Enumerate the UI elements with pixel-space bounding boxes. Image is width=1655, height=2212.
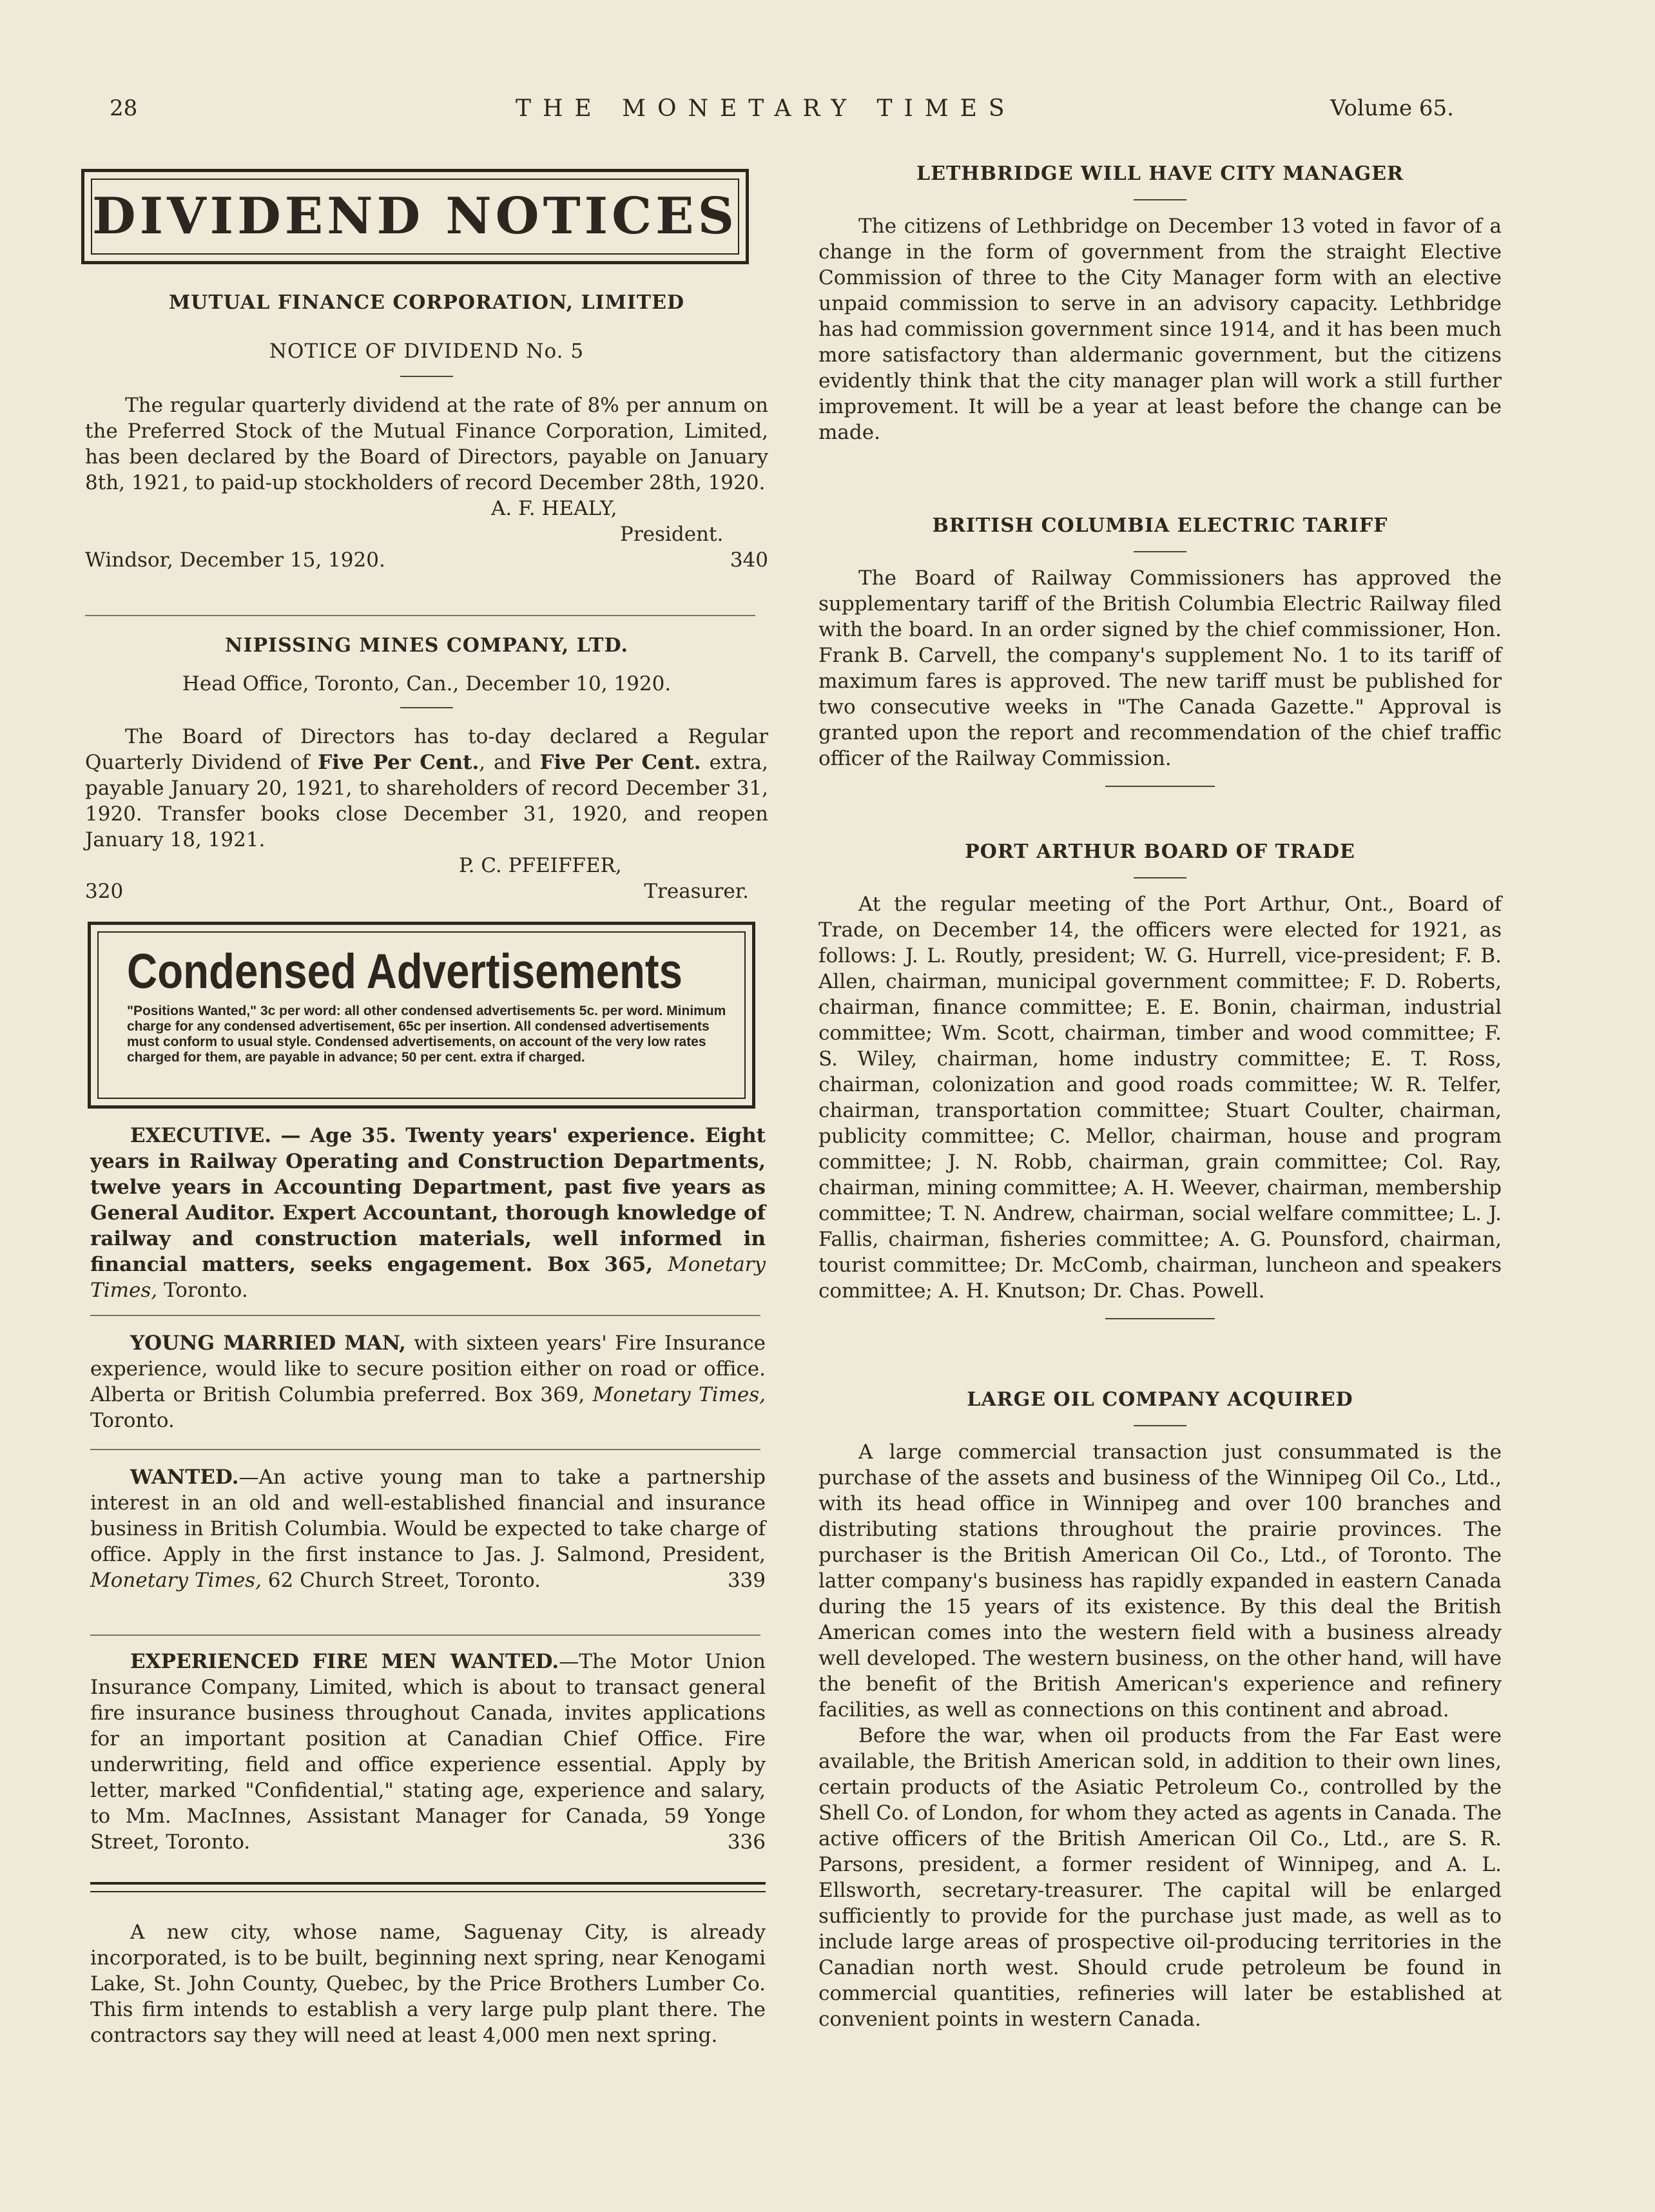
divider <box>1105 786 1215 787</box>
volume-label: Volume 65. <box>1330 95 1454 121</box>
port-arthur-body: At the regular meeting of the Port Arthur, Ont., Board of Trade, on December 14, the officers were elected for 1921, as follows: J. L. Routly, president; W. G. Hurrell, vice-president; F. B. Allen, chairman, municipal government committee; F. D. Roberts, chairman, finance committee; E. E. Bonin, chairman, industrial committee; Wm. Scott, chairman, timber and wood committee; F. S. Wiley, chairman, home industry committee; E. T. Ross, chairman, colonization and good roads committee; W. R. Telfer, chairman, transportation committee; Stuart Coulter, chairman, publicity committee; C. Mellor, chairman, house and program committee; J. N. Robb, chairman, grain committee; Col. Ray, chairman, mining committee; A. H. Weever, chairman, membership committee; T. N. Andrew, chairman, social welfare committee; L. J. Fallis, chairman, fisheries committee; A. G. Pounsford, chairman, tourist committee; Dr. McComb, chairman, luncheon and speakers committee; A. H. Knutson; Dr. Chas. Powell. <box>818 893 1502 1303</box>
nipissing-office: Head Office, Toronto, Can., December 10, 1920. <box>182 672 672 695</box>
nipissing-ref: 320 <box>85 880 124 903</box>
condensed-ads-terms: "Positions Wanted," 3c per word: all other condensed advertisements 5c. per word. Minimum charge for any condensed advertisement, 65c per insertion. All condensed advertisements must conform to usual style. Condensed advertisements, on account of the very low rates charged for them, are payable in advance; 50 per cent. extra if charged. <box>127 1004 726 1065</box>
oil-article <box>818 1388 1502 2032</box>
divider <box>1105 1318 1215 1319</box>
divider <box>90 1635 760 1636</box>
divider <box>85 615 755 616</box>
nipissing-company-heading: NIPISSING MINES COMPANY, LTD. <box>225 634 628 657</box>
lethbridge-heading: LETHBRIDGE WILL HAVE CITY MANAGER <box>916 162 1404 185</box>
nipissing-body: The Board of Directors has to-day declared a Regular Quarterly Dividend of Five Per Cent., and Five Per Cent. extra, payable January 20, 1921, to shareholders of record December 31, 1920. Transfer books close December 31, 1920, and reopen January 18, 1921. <box>85 725 769 851</box>
oil-body-2: Before the war, when oil products from the Far East were available, the British American sold, in addition to their own lines, certain products of the Asiatic Petroleum Co., controlled by the Shell Co. of London, for whom they acted as agents in Canada. The active officers of the British American Oil Co., Ltd., are S. R. Parsons, president, a former resident of Winnipeg, and A. L. Ellsworth, secretary-treasurer. The capital will be enlarged sufficiently to provide for the purchase just made, as well as to include large areas of prospective oil-producing territories in the Canadian north west. Should crude petroleum be found in commercial quantities, refineries will later be established at convenient points in western Canada. <box>818 1724 1502 2031</box>
ad-ref: 339 <box>727 1569 766 1592</box>
lethbridge-body: The citizens of Lethbridge on December 13 voted in favor of a change in the form of government from the straight Elective Commission of three to the City Manager form with an elective unpaid commission to serve in an advisory capacity. Lethbridge has had commission government since 1914, and it has been much more satisfactory than aldermanic government, but the citizens evidently think that the city manager plan will work a still further improvement. It will be a year at least before the change can be made. <box>818 215 1502 444</box>
magazine-title: THE MONETARY TIMES <box>516 95 1016 122</box>
mutual-notice-number: NOTICE OF DIVIDEND No. 5 <box>269 340 585 363</box>
oil-heading: LARGE OIL COMPANY ACQUIRED <box>967 1388 1353 1411</box>
bc-electric-body: The Board of Railway Commissioners has approved the supplementary tariff of the British Columbia Electric Railway filed with the board. In an order signed by the chief commissioner, Hon. Frank B. Carvell, the company's supplement No. 1 to its tariff of maximum fares is approved. The new tariff must be published for two consecutive weeks in "The Canada Gazette." Approval is granted upon the report and recommendation of the chief traffic officer of the Railway Commission. <box>818 567 1502 770</box>
ad-text: WANTED.—An active young man to take a partnership interest in an old and well-established financial and insurance business in British Columbia. Would be expected to take charge of office. Apply in the first instance to Jas. J. Salmond, President, Monetary Times, 62 Church Street, Toronto. <box>90 1466 766 1592</box>
ad-text: EXPERIENCED FIRE MEN WANTED.—The Motor Union Insurance Company, Limited, which is about to transact general fire insurance business throughout Canada, invites applications for an important position at Canadian Chief Office. Fire underwriting, field and office experience essential. Apply by letter, marked "Confidential," stating age, experience and salary, to Mm. MacInnes, Assistant Manager for Canada, 59 Yonge Street, Toronto. <box>90 1650 766 1854</box>
dividend-notices-frame <box>91 179 739 255</box>
nipissing-signer-title: Treasurer. <box>644 880 749 903</box>
bc-electric-article <box>818 514 1502 787</box>
port-arthur-article <box>818 840 1502 1319</box>
section-rule <box>90 1882 766 1885</box>
page-number: 28 <box>110 95 138 121</box>
ad-fire-men-wanted <box>90 1649 766 1855</box>
ad-ref: 336 <box>727 1830 766 1854</box>
condensed-ads-title: Condensed Advertisements <box>127 944 683 999</box>
condensed-ads-frame <box>97 931 746 1099</box>
saguenay-item <box>90 1919 766 2048</box>
saguenay-body: A new city, whose name, Saguenay City, is already incorporated, is to be built, beginning next spring, near Kenogami Lake, St. John County, Quebec, by the Price Brothers Lumber Co. This firm intends to establish a very large pulp plant there. The contractors say they will need at least 4,000 men next spring. <box>90 1921 766 2047</box>
dividend-notices-banner <box>81 169 749 264</box>
divider <box>90 1449 760 1450</box>
nipissing-notice <box>85 634 768 904</box>
nipissing-signer: P. C. PFEIFFER, <box>459 854 622 877</box>
mutual-place-date: Windsor, December 15, 1920. <box>85 548 385 572</box>
mutual-body: The regular quarterly dividend at the rate of 8% per annum on the Preferred Stock of the Mutual Finance Corporation, Limited, has been declared by the Board of Directors, payable on January 8th, 1921, to paid-up stockholders of record December 28th, 1920. <box>85 394 768 494</box>
mutual-company-heading: MUTUAL FINANCE CORPORATION, LIMITED <box>168 291 685 314</box>
mutual-ref: 340 <box>730 548 768 572</box>
lethbridge-article <box>818 162 1502 445</box>
ad-text: YOUNG MARRIED MAN, with sixteen years' Fire Insurance experience, would like to secure position either on road or office. Alberta or British Columbia preferred. Box 369, Monetary Times, Toronto. <box>90 1332 766 1432</box>
condensed-ads-banner <box>88 922 755 1109</box>
bc-electric-heading: BRITISH COLUMBIA ELECTRIC TARIFF <box>932 514 1388 537</box>
nipissing-footer <box>85 878 768 904</box>
mutual-finance-notice <box>85 291 768 573</box>
ad-wanted-partner <box>90 1464 766 1593</box>
mutual-signer: A. F. HEALY, <box>491 497 617 520</box>
mutual-signer-title: President. <box>620 523 724 546</box>
port-arthur-heading: PORT ARTHUR BOARD OF TRADE <box>965 840 1355 863</box>
ad-young-married-man <box>90 1330 766 1433</box>
dividend-notices-title: DIVIDEND NOTICES <box>92 187 738 246</box>
divider <box>90 1315 760 1316</box>
ad-text: EXECUTIVE. — Age 35. Twenty years' experience. Eight years in Railway Operating and Construction Departments, twelve years in Accounting Department, past five years as General Auditor. Expert Accountant, thorough knowledge of railway and construction materials, well informed in financial matters, seeks engagement. Box 365, Monetary Times, Toronto. <box>90 1124 766 1302</box>
oil-body-1: A large commercial transaction just consummated is the purchase of the assets and business of the Winnipeg Oil Co., Ltd., with its head office in Winnipeg and over 100 branches and distributing stations throughout the prairie provinces. The purchaser is the British American Oil Co., Ltd., of Toronto. The latter company's business has rapidly expanded in eastern Canada during the 15 years of its existence. By this deal the British American comes into the western field with a business already well developed. The western business, on the other hand, will have the benefit of the British American's experience and refinery facilities, as well as connections on this continent and abroad. <box>818 1441 1502 1722</box>
ad-executive <box>90 1123 766 1303</box>
section-rule <box>90 1891 766 1892</box>
mutual-footer <box>85 547 768 573</box>
